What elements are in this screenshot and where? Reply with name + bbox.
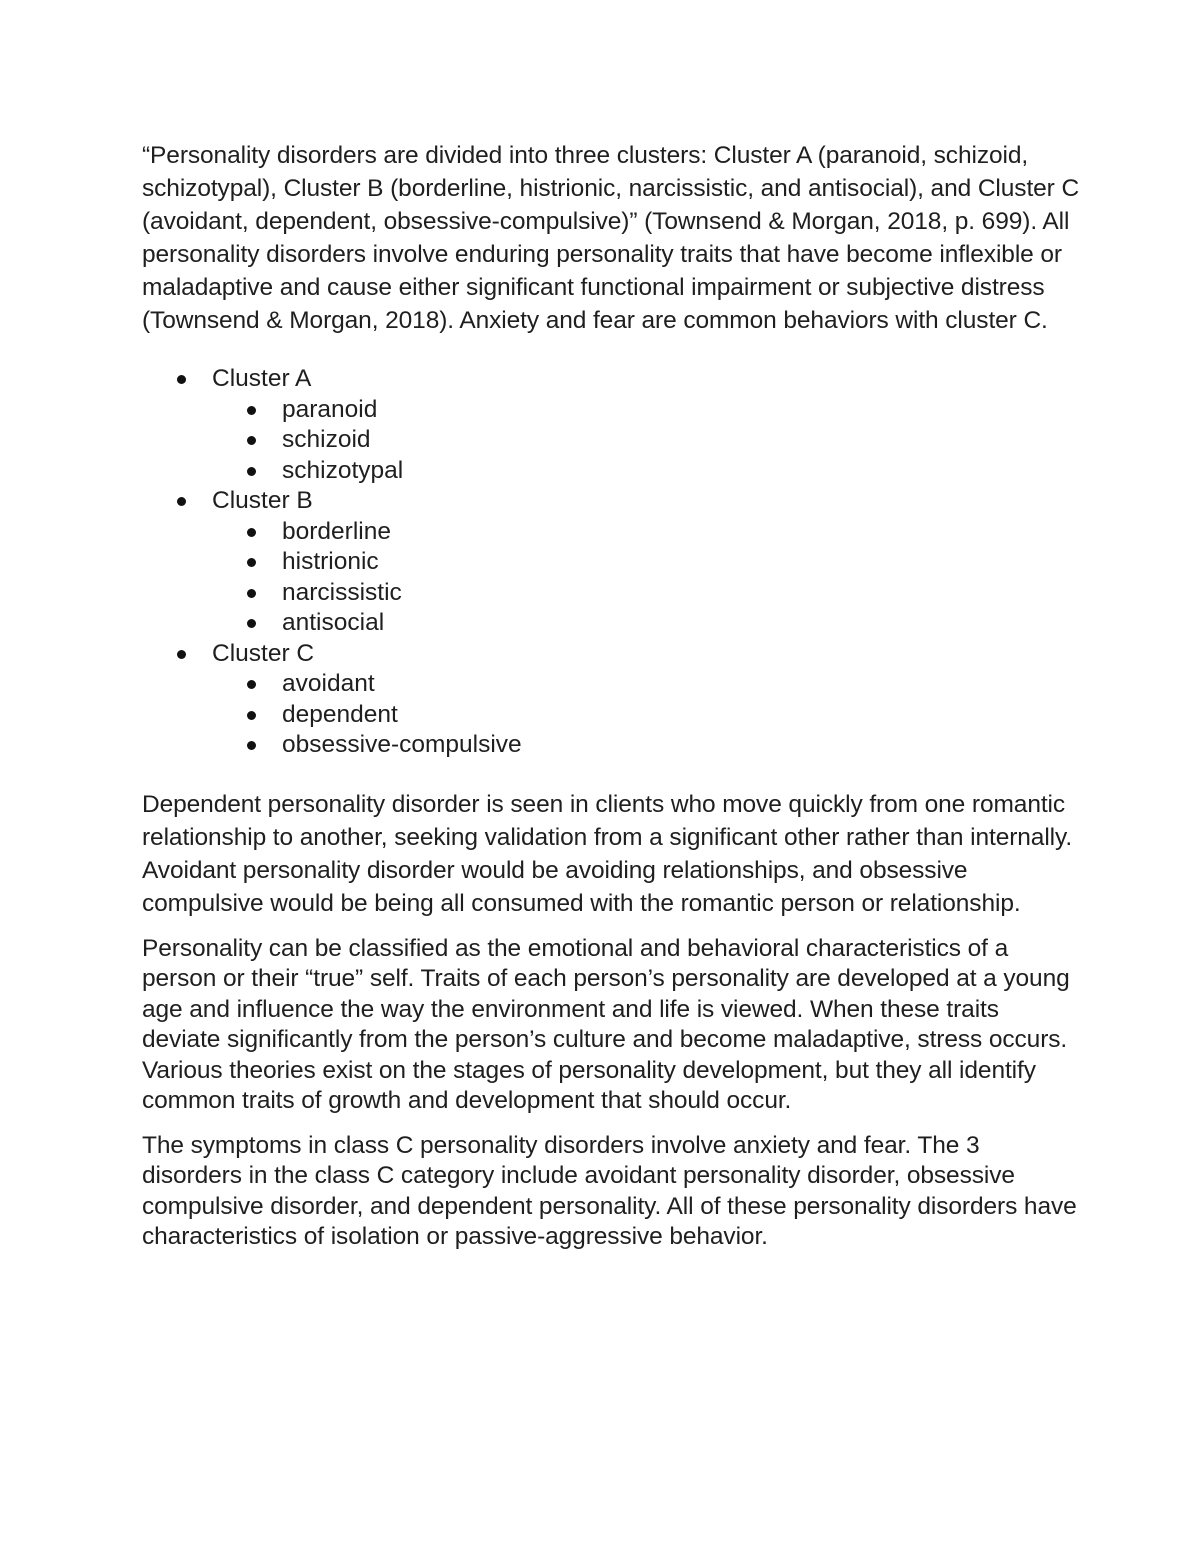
bullet-icon	[247, 558, 256, 567]
disorder-label: antisocial	[282, 609, 385, 636]
document-page	[142, 139, 1082, 1253]
disorder-label: paranoid	[282, 395, 378, 423]
disorder-item	[212, 456, 1082, 487]
disorder-label: schizotypal	[282, 456, 404, 484]
bullet-icon	[177, 375, 186, 384]
bullet-icon	[247, 741, 256, 750]
bullet-icon	[247, 619, 256, 628]
bullet-icon	[247, 589, 256, 598]
bullet-icon	[177, 497, 186, 506]
disorder-item	[212, 547, 1082, 578]
cluster-a-sublist	[212, 395, 1082, 487]
cluster-b-sublist	[212, 517, 1082, 639]
disorder-item	[212, 425, 1082, 456]
bullet-icon	[247, 680, 256, 689]
disorder-label: narcissistic	[282, 578, 402, 606]
cluster-label: Cluster A	[212, 365, 312, 392]
personality-paragraph: Personality can be classified as the emotional and behavioral characteristics of a person or their “true” self. Traits of each person’s personality are developed at a young age and influence the way the environment and life is viewed. When these traits deviate significantly from the person’s culture and become maladaptive, stress occurs. Various theories exist on the stages of personality development, but they all identify common traits of growth and development that should occur.	[142, 934, 1070, 1114]
cluster-item	[142, 486, 1082, 639]
cluster-item	[142, 639, 1082, 761]
cluster-c-sublist	[212, 669, 1082, 761]
disorder-label: histrionic	[282, 548, 379, 575]
cluster-label: Cluster B	[212, 487, 313, 514]
disorder-item	[212, 700, 1082, 731]
symptoms-paragraph: The symptoms in class C personality disorders involve anxiety and fear. The 3 disorders in the class C category include avoidant personality disorder, obsessive compulsive disorder, and dependent personality. All of these personality disorders have characteristics of isolation or passive-aggressive behavior.	[142, 1131, 1077, 1250]
disorder-item	[212, 517, 1082, 548]
disorder-label: dependent	[282, 700, 398, 728]
disorder-label: schizoid	[282, 426, 371, 453]
bullet-icon	[177, 650, 186, 659]
cluster-item	[142, 364, 1082, 486]
disorder-item	[212, 608, 1082, 639]
disorder-item	[212, 578, 1082, 609]
bullet-icon	[247, 467, 256, 476]
bullet-icon	[247, 406, 256, 415]
dependent-paragraph: Dependent personality disorder is seen in clients who move quickly from one romantic relationship to another, seeking validation from a significant other rather than internally. Avoidant personality disorder would be avoiding relationships, and obsessive compulsive would be being all consumed with the romantic person or relationship.	[142, 790, 1073, 917]
disorder-label: borderline	[282, 517, 391, 545]
bullet-icon	[247, 528, 256, 537]
bullet-icon	[247, 711, 256, 720]
disorder-item	[212, 730, 1082, 761]
disorder-item	[212, 395, 1082, 426]
cluster-list	[142, 364, 1082, 761]
cluster-label: Cluster C	[212, 639, 315, 667]
disorder-item	[212, 669, 1082, 700]
disorder-label: obsessive-compulsive	[282, 731, 522, 758]
bullet-icon	[247, 436, 256, 445]
intro-paragraph: “Personality disorders are divided into three clusters: Cluster A (paranoid, schizoid, schizotypal), Cluster B (borderline, histrionic, narcissistic, and antisocial), and Cluster C (avoidant, dependent, obsessive-compulsive)” (Townsend & Morgan, 2018, p. 699). All personality disorders involve enduring personality traits that have become inflexible or maladaptive and cause either significant functional impairment or subjective distress (Townsend & Morgan, 2018). Anxiety and fear are common behaviors with cluster C.	[142, 142, 1080, 334]
disorder-label: avoidant	[282, 670, 375, 697]
